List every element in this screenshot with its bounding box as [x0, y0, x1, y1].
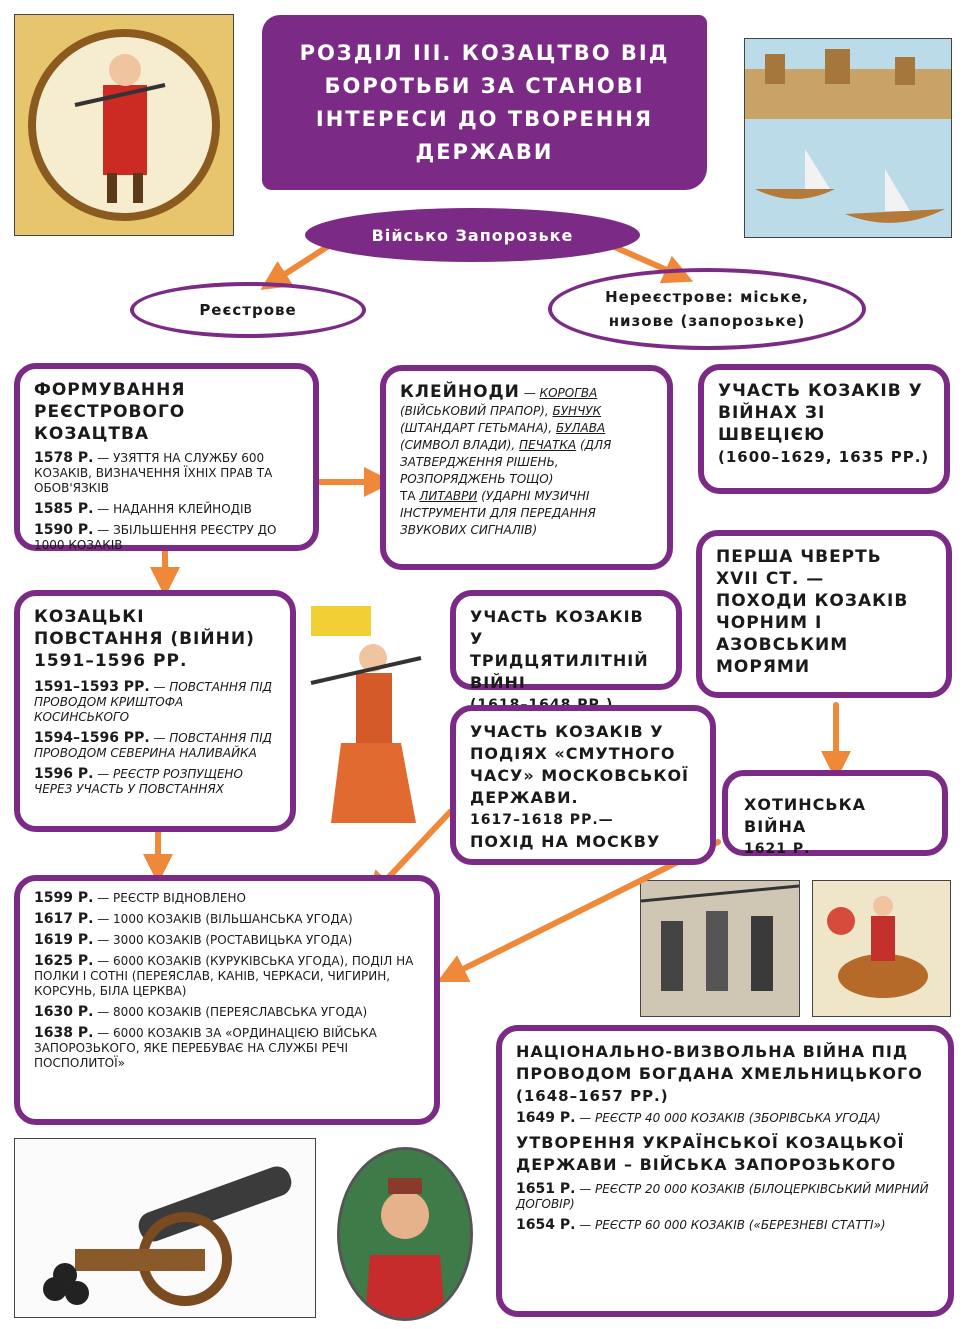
register-year-1: 1599 Р.	[34, 890, 94, 906]
regalia-item-2: БУНЧУК	[552, 404, 602, 418]
seas-line-2: XVII СТ. —	[716, 569, 825, 589]
register-year-2: 1617 Р.	[34, 911, 94, 927]
registered-node	[130, 282, 366, 338]
sweden-box	[698, 364, 950, 494]
register-box	[14, 875, 440, 1125]
register-text-2: — 1000 КОЗАКІВ (ВІЛЬШАНСЬКА УГОДА)	[93, 912, 353, 926]
horseman-picture	[812, 880, 951, 1017]
register-year-6: 1638 Р.	[34, 1025, 94, 1041]
khotyn-title: ХОТИНСЬКА ВІЙНА	[744, 795, 867, 836]
regalia-dash: —	[519, 386, 540, 400]
register-text-4: — 6000 КОЗАКІВ (КУРУКІВСЬКА УГОДА), ПОДІЛ НА ПОЛКИ І СОТНІ (ПЕРЕЯСЛАВ, КАНІВ, ЧЕРКАСИ, ЧИГИРИН, КОРСУНЬ, БІЛА ЦЕРКВА)	[34, 954, 414, 998]
regalia-desc-4: (ДЛЯ ЗАТВЕРДЖЕННЯ РІШЕНЬ, РОЗПОРЯДЖЕНЬ ТОЩО)	[400, 438, 612, 486]
uprisings-year-3: 1596 Р.	[34, 766, 94, 782]
formation-box	[14, 363, 319, 551]
register-year-3: 1619 Р.	[34, 932, 94, 948]
regalia-desc-2: (ШТАНДАРТ ГЕТЬМАНА),	[400, 421, 556, 435]
khmelnytsky-text-3: — РЕЄСТР 60 000 КОЗАКІВ («БЕРЕЗНЕВІ СТАТТІ»)	[575, 1218, 886, 1232]
khmelnytsky-box	[496, 1025, 954, 1317]
khmelnytsky-title: НАЦІОНАЛЬНО-ВИЗВОЛЬНА ВІЙНА ПІД ПРОВОДОМ БОГДАНА ХМЕЛЬНИЦЬКОГО	[516, 1042, 923, 1083]
uprisings-title: КОЗАЦЬКІ ПОВСТАННЯ (ВІЙНИ)	[34, 607, 255, 649]
khmelnytsky-year-3: 1654 Р.	[516, 1217, 576, 1233]
khmelnytsky-years: (1648–1657 РР.)	[516, 1087, 669, 1105]
formation-text-1: — УЗЯТТЯ НА СЛУЖБУ 600 КОЗАКІВ, ВИЗНАЧЕННЯ ЇХНІХ ПРАВ ТА ОБОВ'ЯЗКІВ	[34, 451, 273, 495]
fortress-ships-picture	[744, 38, 952, 238]
uprisings-title-years: 1591–1596 РР.	[34, 651, 188, 671]
register-text-6: — 6000 КОЗАКІВ ЗА «ОРДИНАЦІЄЮ ВІЙСЬКА ЗАПОРОЗЬКОГО, ЯКЕ ПЕРЕБУВАЄ НА СЛУЖБІ РЕЧІ ПОСПОЛИТОЇ»	[34, 1026, 377, 1070]
regalia-item-4: ПЕЧАТКА	[519, 438, 577, 452]
regalia-item-5: ЛИТАВРИ	[419, 489, 478, 503]
khmelnytsky-text-2: — РЕЄСТР 20 000 КОЗАКІВ (БІЛОЦЕРКІВСЬКИЙ МИРНИЙ ДОГОВІР)	[516, 1182, 929, 1211]
troubles-text: ПОХІД НА МОСКВУ	[470, 832, 661, 851]
thirty-years-box	[450, 590, 682, 690]
cossack-mamay-picture	[14, 14, 234, 236]
formation-year-1: 1578 Р.	[34, 450, 94, 466]
register-year-4: 1625 Р.	[34, 953, 94, 969]
regalia-desc-1: (ВІЙСЬКОВИЙ ПРАПОР),	[400, 404, 553, 418]
regalia-title: КЛЕЙНОДИ	[400, 382, 520, 402]
cossack-with-banner-picture	[301, 598, 439, 833]
regalia-item-1: КОРОГВА	[539, 386, 598, 400]
formation-year-3: 1590 Р.	[34, 522, 94, 538]
uprisings-text-3: — РЕЄСТР РОЗПУЩЕНО ЧЕРЕЗ УЧАСТЬ У ПОВСТАННЯХ	[34, 767, 243, 796]
register-text-1: — РЕЄСТР ВІДНОВЛЕНО	[93, 891, 246, 905]
register-text-5: — 8000 КОЗАКІВ (ПЕРЕЯСЛАВСЬКА УГОДА)	[93, 1005, 368, 1019]
khmelnytsky-year-2: 1651 Р.	[516, 1181, 576, 1197]
regalia-desc-5: (УДАРНІ МУЗИЧНІ ІНСТРУМЕНТИ ДЛЯ ПЕРЕДАННЯ ЗВУКОВИХ СИГНАЛІВ)	[400, 489, 596, 537]
formation-title: ФОРМУВАННЯ РЕЄСТРОВОГО КОЗАЦТВА	[34, 380, 186, 444]
troubles-box	[450, 705, 716, 865]
hetman-portrait	[337, 1147, 473, 1321]
seas-line-3: ПОХОДИ КОЗАКІВ ЧОРНИМ І АЗОВСЬКИМ МОРЯМИ	[716, 591, 909, 677]
troubles-title: УЧАСТЬ КОЗАКІВ У ПОДІЯХ «СМУТНОГО ЧАСУ» МОСКОВСЬКОЇ ДЕРЖАВИ.	[470, 722, 690, 807]
troubles-year: 1617–1618 РР.—	[470, 812, 614, 828]
formation-year-2: 1585 Р.	[34, 501, 94, 517]
army-node: Військо Запорозьке	[305, 208, 640, 262]
battle-picture	[640, 880, 800, 1017]
khotyn-year: 1621 Р.	[744, 841, 811, 857]
uprisings-text-1: — ПОВСТАННЯ ПІД ПРОВОДОМ КРИШТОФА КОСИНСЬКОГО	[34, 680, 273, 724]
thirty-years-title: УЧАСТЬ КОЗАКІВ У ТРИДЦЯТИЛІТНІЙ ВІЙНІ	[470, 607, 649, 692]
register-text-3: — 3000 КОЗАКІВ (РОСТАВИЦЬКА УГОДА)	[93, 933, 353, 947]
khmelnytsky-state: УТВОРЕННЯ УКРАЇНСЬКОЇ КОЗАЦЬКОЇ ДЕРЖАВИ – ВІЙСЬКА ЗАПОРОЗЬКОГО	[516, 1133, 905, 1174]
formation-text-3: — ЗБІЛЬШЕННЯ РЕЄСТРУ ДО 1000 КОЗАКІВ	[34, 523, 277, 552]
register-year-5: 1630 Р.	[34, 1004, 94, 1020]
unregistered-node	[548, 268, 866, 350]
uprisings-year-1: 1591–1593 РР.	[34, 679, 150, 695]
khmelnytsky-text-1: — РЕЄСТР 40 000 КОЗАКІВ (ЗБОРІВСЬКА УГОДА)	[575, 1111, 881, 1125]
formation-text-2: — НАДАННЯ КЛЕЙНОДІВ	[97, 502, 252, 516]
regalia-desc-3: (СИМВОЛ ВЛАДИ),	[400, 438, 520, 452]
unregistered-label: Нереєстрове: міське, низове (запорозьке)	[605, 288, 809, 330]
uprisings-text-2: — ПОВСТАННЯ ПІД ПРОВОДОМ СЕВЕРИНА НАЛИВАЙКА	[34, 731, 273, 760]
regalia-box	[380, 365, 673, 570]
regalia-item-3: БУЛАВА	[555, 421, 606, 435]
uprisings-box	[14, 590, 296, 832]
seas-box	[696, 530, 952, 698]
page-title: РОЗДІЛ ІІІ. КОЗАЦТВО ВІД БОРОТЬБИ ЗА СТАНОВІ ІНТЕРЕСИ ДО ТВОРЕННЯ ДЕРЖАВИ	[262, 15, 707, 190]
sweden-years: (1600–1629, 1635 РР.)	[718, 448, 930, 466]
registered-label: Реєстрове	[199, 301, 297, 319]
seas-line-1: ПЕРША ЧВЕРТЬ	[716, 547, 882, 567]
khmelnytsky-year-1: 1649 Р.	[516, 1110, 576, 1126]
uprisings-year-2: 1594–1596 РР.	[34, 730, 150, 746]
cannon-picture	[14, 1138, 316, 1318]
sweden-title: УЧАСТЬ КОЗАКІВ У ВІЙНАХ ЗІ ШВЕЦІЄЮ	[718, 381, 923, 445]
khotyn-box	[722, 770, 948, 856]
regalia-and: ТА	[400, 489, 420, 503]
